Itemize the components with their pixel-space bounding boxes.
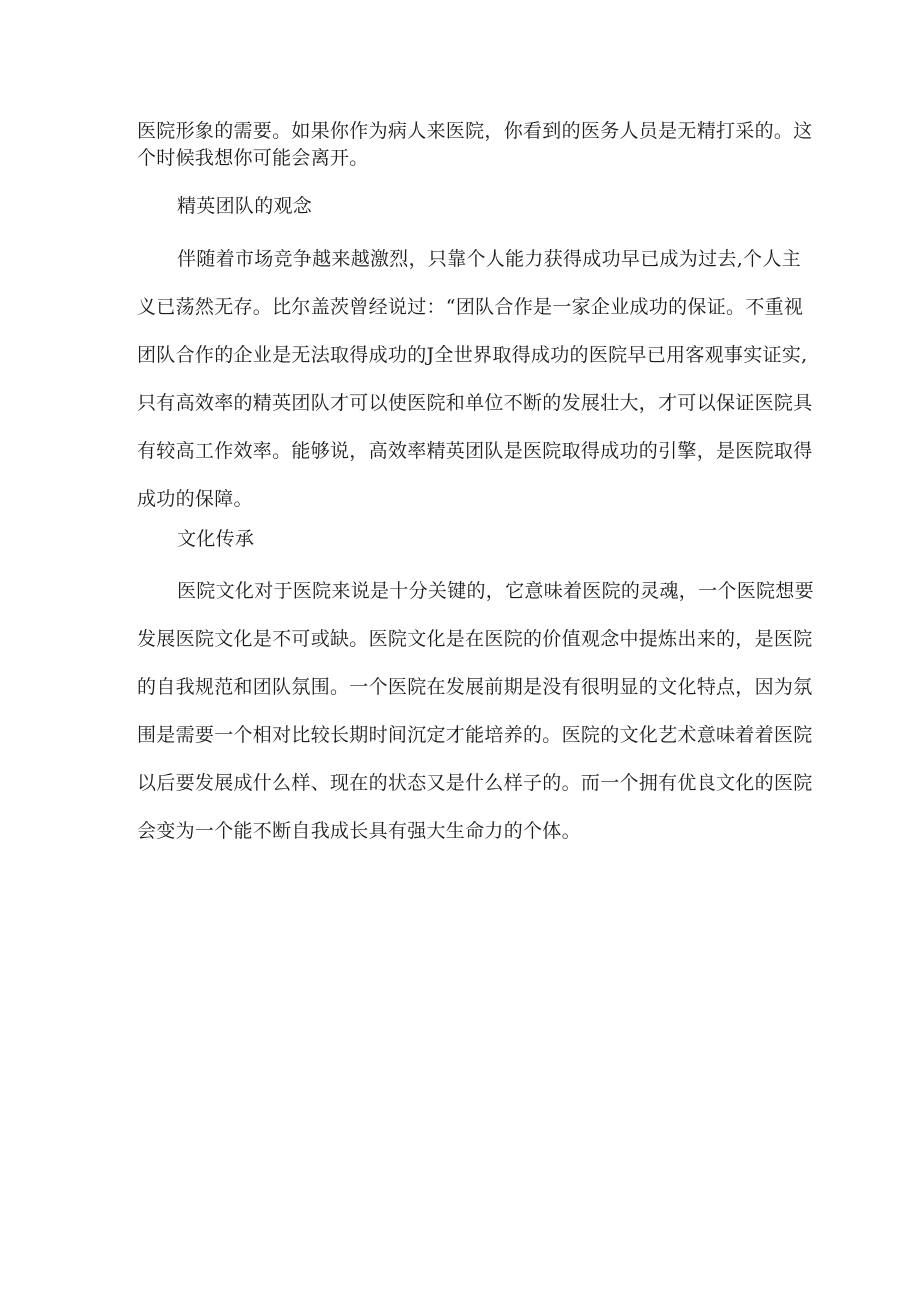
paragraph-line: 发展医院文化是不可或缺。医院文化是在医院的价值观念中提炼出来的，是医院 xyxy=(137,628,813,650)
paragraph-line: 以后要发展成什么样、现在的状态又是什么样子的。而一个拥有优良文化的医院 xyxy=(137,772,813,794)
paragraph-line: 医院形象的需要。如果你作为病人来医院，你看到的医务人员是无精打采的。这 xyxy=(137,120,813,142)
paragraph-line: 团队合作的企业是无法取得成功的J全世界取得成功的医院早已用客观事实证实, xyxy=(137,344,808,366)
paragraph-line: 义已荡然无存。比尔盖茨曾经说过：“团队合作是一家企业成功的保证。不重视 xyxy=(137,296,804,318)
section-heading-culture: 文化传承 xyxy=(177,528,255,550)
section1-paragraph xyxy=(137,235,813,523)
paragraph-line: 成功的保障。 xyxy=(137,488,253,510)
paragraph-line: 个时候我想你可能会离开。 xyxy=(137,147,369,169)
paragraph-line: 只有高效率的精英团队才可以使医院和单位不断的发展壮大，才可以保证医院具 xyxy=(137,392,813,414)
section2-paragraph xyxy=(137,567,814,855)
paragraph-line: 的自我规范和团队氛围。一个医院在发展前期是没有很明显的文化特点，因为氛 xyxy=(137,676,813,698)
section-heading-elite-team: 精英团队的观念 xyxy=(177,195,313,217)
paragraph-line: 围是需要一个相对比较长期时间沉定才能培养的。医院的文化艺术意味着着医院 xyxy=(137,724,813,746)
intro-paragraph xyxy=(137,118,813,172)
document-page xyxy=(137,118,814,855)
paragraph-line: 医院文化对于医院来说是十分关键的，它意味着医院的灵魂，一个医院想要 xyxy=(177,580,814,602)
paragraph-line: 会变为一个能不断自我成长具有强大生命力的个体。 xyxy=(137,820,581,842)
paragraph-line: 有较高工作效率。能够说，高效率精英团队是医院取得成功的引擎，是医院取得 xyxy=(137,440,813,462)
paragraph-line: 伴随着市场竞争越来越激烈，只靠个人能力获得成功早已成为过去,个人主 xyxy=(177,248,801,270)
